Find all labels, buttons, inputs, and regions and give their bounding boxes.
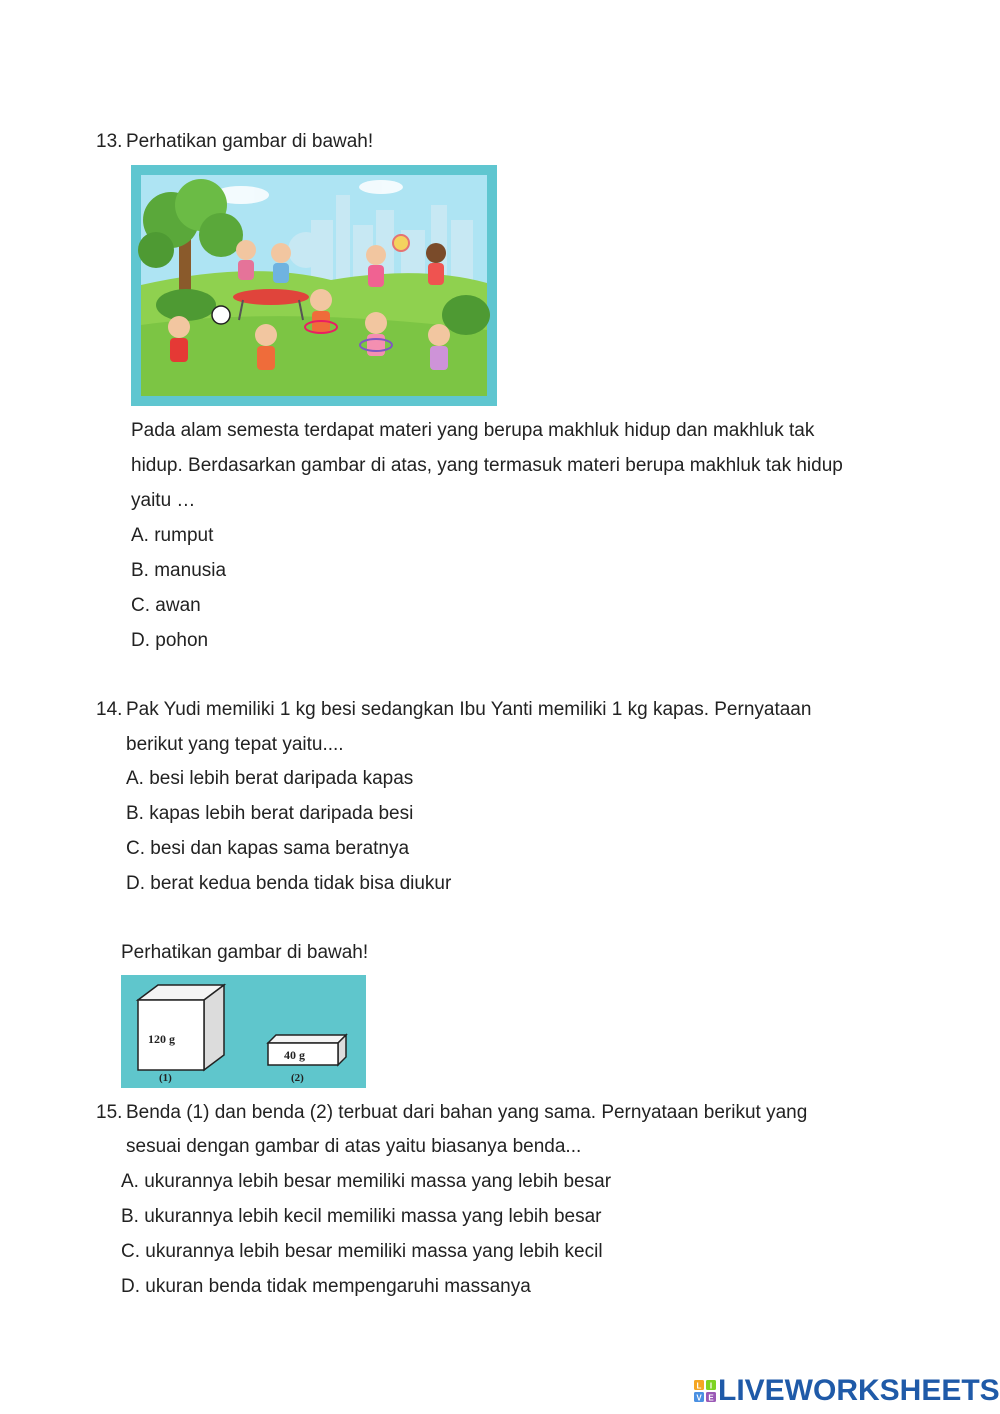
question-15-text-line-2: sesuai dengan gambar di atas yaitu biasanya benda... bbox=[126, 1136, 582, 1157]
question-13-number: 13. bbox=[96, 131, 123, 152]
liveworksheets-logo-text: LIVEWORKSHEETS bbox=[718, 1374, 1000, 1407]
svg-text:E: E bbox=[708, 1393, 714, 1402]
question-13-text-line-3: yaitu … bbox=[131, 490, 196, 511]
question-15-option-a: A. ukurannya lebih besar memiliki massa yang lebih besar bbox=[121, 1171, 612, 1192]
question-14-option-b: B. kapas lebih berat daripada besi bbox=[126, 803, 414, 824]
question-13-option-d: D. pohon bbox=[131, 630, 209, 651]
park-illustration bbox=[131, 165, 497, 406]
question-13-text-line-2: hidup. Berdasarkan gambar di atas, yang termasuk materi berupa makhluk tak hidup bbox=[131, 455, 843, 476]
question-14-text-line-2: berikut yang tepat yaitu.... bbox=[126, 734, 344, 755]
box-1-label: (1) bbox=[159, 1072, 172, 1084]
box-2-shape bbox=[268, 1035, 346, 1065]
box-1-shape bbox=[138, 985, 224, 1070]
box-2-mass: 40 g bbox=[284, 1048, 305, 1062]
mass-boxes-figure bbox=[121, 975, 366, 1088]
question-14-text-line-1: Pak Yudi memiliki 1 kg besi sedangkan Ibu Yanti memiliki 1 kg kapas. Pernyataan bbox=[126, 699, 812, 720]
question-14-option-c: C. besi dan kapas sama beratnya bbox=[126, 838, 410, 859]
box-2-label: (2) bbox=[291, 1072, 304, 1084]
question-14-option-a: A. besi lebih berat daripada kapas bbox=[126, 768, 414, 789]
liveworksheets-logo-mark-icon bbox=[694, 1380, 716, 1402]
question-14-number: 14. bbox=[96, 699, 123, 720]
question-13-option-c: C. awan bbox=[131, 595, 201, 616]
svg-text:V: V bbox=[696, 1393, 702, 1402]
question-13-option-b: B. manusia bbox=[131, 560, 227, 581]
svg-text:I: I bbox=[709, 1381, 713, 1391]
box-1-mass: 120 g bbox=[148, 1032, 175, 1046]
question-14-option-d: D. berat kedua benda tidak bisa diukur bbox=[126, 873, 452, 894]
question-13-text-line-1: Pada alam semesta terdapat materi yang berupa makhluk hidup dan makhluk tak bbox=[131, 420, 815, 441]
question-15-option-c: C. ukurannya lebih besar memiliki massa yang lebih kecil bbox=[121, 1241, 603, 1262]
svg-text:L: L bbox=[696, 1381, 702, 1391]
question-15-number: 15. bbox=[96, 1102, 123, 1123]
liveworksheets-logo bbox=[694, 1374, 1000, 1408]
question-15-intro: Perhatikan gambar di bawah! bbox=[121, 942, 369, 963]
question-13-option-a: A. rumput bbox=[131, 525, 214, 546]
question-15-option-b: B. ukurannya lebih kecil memiliki massa yang lebih besar bbox=[121, 1206, 602, 1227]
question-15-text-line-1: Benda (1) dan benda (2) terbuat dari bahan yang sama. Pernyataan berikut yang bbox=[126, 1102, 808, 1123]
question-15-option-d: D. ukuran benda tidak mempengaruhi massanya bbox=[121, 1276, 531, 1297]
question-13-prompt: Perhatikan gambar di bawah! bbox=[126, 131, 374, 152]
